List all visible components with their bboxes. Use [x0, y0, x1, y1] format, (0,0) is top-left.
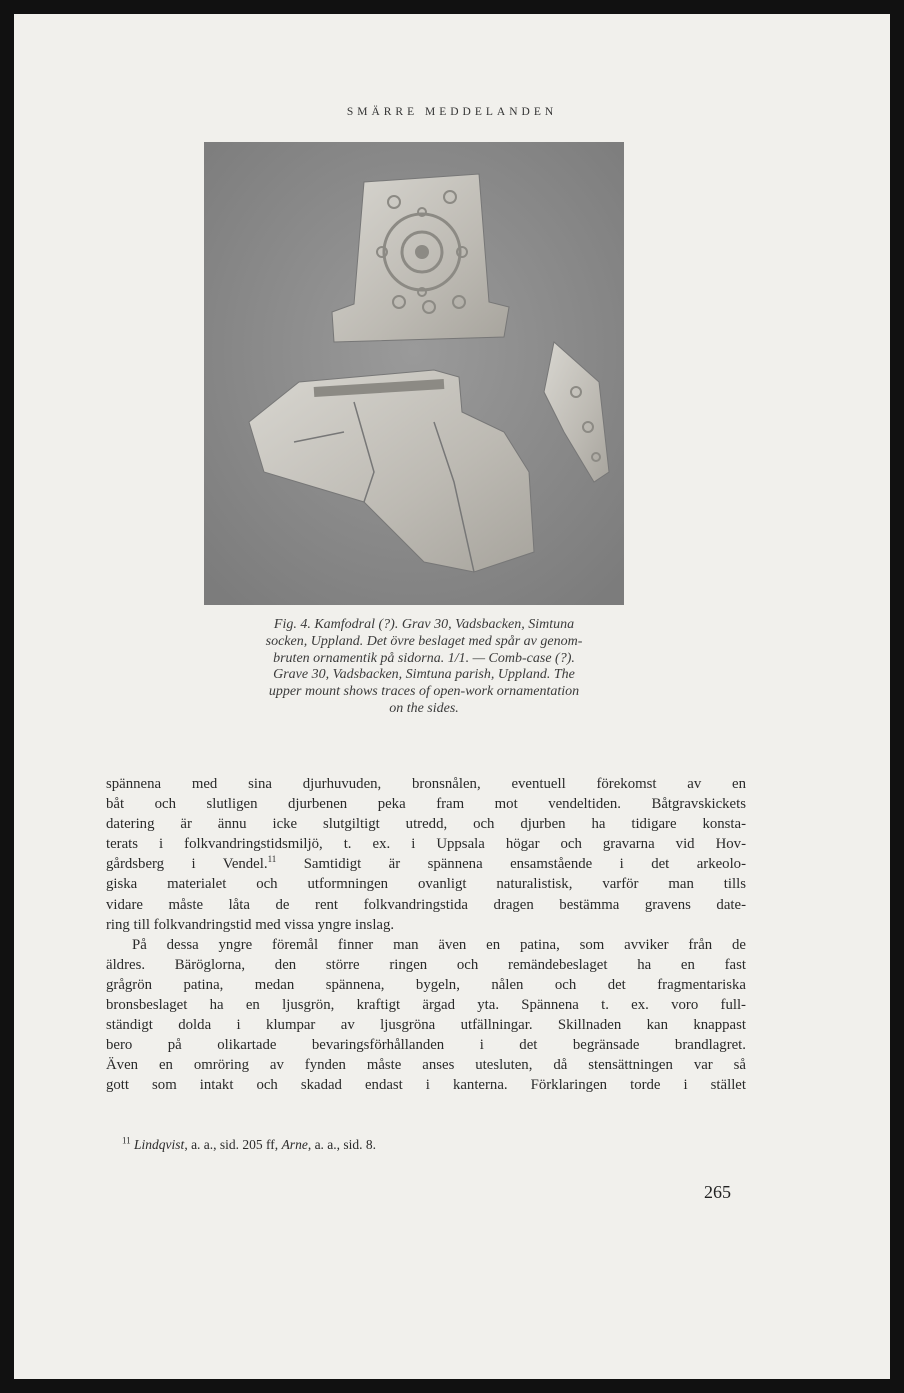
text-line: datering är ännu icke slutgiltigt utredd, och djurben ha tidigare konsta-: [106, 816, 746, 833]
text-line: terats i folkvandringstidsmiljö, t. ex. i Uppsala högar och gravarna vid Hov-: [106, 836, 746, 853]
text-line: ring till folkvandringstid med vissa yngre inslag.: [106, 916, 395, 933]
text-line: giska materialet och utformningen ovanligt naturalistisk, varför man tills: [106, 876, 746, 893]
text-line: båt och slutligen djurbenen peka fram mot vendeltiden. Båtgravskickets: [106, 796, 746, 813]
figure-caption: [144, 617, 704, 718]
text-line: gott som intakt och skadad endast i kanterna. Förklaringen torde i stället: [106, 1077, 746, 1094]
footnote-author: Lindqvist: [134, 1137, 185, 1152]
bone-comb-case-photo-icon: [204, 142, 624, 605]
text-line: spännena med sina djurhuvuden, bronsnålen, eventuell förekomst av en: [106, 776, 746, 792]
caption-line: socken, Uppland. Det övre beslaget med spår av genom-: [265, 633, 583, 649]
caption-line: Fig. 4. Kamfodral (?). Grav 30, Vadsbacken, Simtuna: [273, 617, 575, 632]
caption-line: on the sides.: [389, 700, 459, 716]
page: [14, 14, 890, 1379]
text-line: bronsbeslaget ha en ljusgrön, kraftigt ärgad yta. Spännena t. ex. voro full-: [106, 997, 746, 1014]
footnote-text: , a. a., sid. 8.: [307, 1137, 377, 1152]
footnote-author: Arne: [281, 1137, 308, 1152]
running-header: SMÄRRE MEDDELANDEN: [346, 106, 558, 118]
text-line: bero på olikartade bevaringsförhållanden i det begränsade brandlagret.: [106, 1037, 746, 1054]
footnote-number: 11: [122, 1135, 131, 1146]
text-line: ständigt dolda i klumpar av ljusgröna utfällningar. Skillnaden kan knappast: [106, 1017, 746, 1034]
page-number: 265: [704, 1182, 731, 1202]
text-fragment: gårdsberg i Vendel.: [106, 856, 268, 873]
caption-line: bruten ornamentik på sidorna. 1/1. — Comb-case (?).: [273, 650, 575, 666]
text-line: grågrön patina, medan spännena, bygeln, nålen och det fragmentariska: [106, 976, 746, 993]
text-fragment: Samtidigt är spännena ensamstående i det arkeolo-: [303, 856, 746, 873]
text-line: På dessa yngre föremål finner man även en patina, som avviker från de: [132, 936, 746, 953]
caption-line: Grave 30, Vadsbacken, Simtuna parish, Uppland. The: [273, 667, 575, 683]
text-line: vidare måste låta de rent folkvandringstida dragen bestämma gravens date-: [106, 896, 746, 913]
caption-line: upper mount shows traces of open-work ornamentation: [268, 684, 580, 700]
footnote-text: , a. a., sid. 205 ff,: [184, 1137, 282, 1152]
footnote-ref: 11: [267, 854, 277, 865]
text-line: [106, 854, 746, 874]
text-line: Även en omröring av fynden måste anses utesluten, då stensättningen var så: [106, 1057, 746, 1074]
body-text: [106, 774, 746, 1096]
text-line: äldres. Bäröglorna, den större ringen och remändebeslaget ha en fast: [106, 956, 746, 973]
footnote: [122, 1137, 742, 1153]
figure-photo: [204, 142, 624, 605]
